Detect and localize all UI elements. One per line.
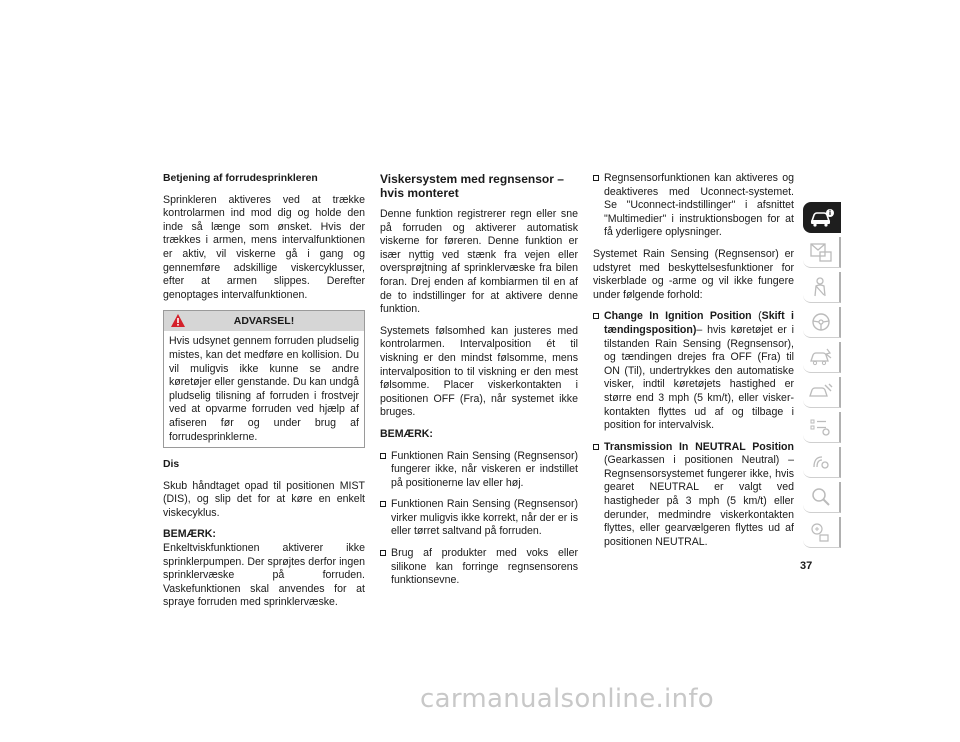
tab-steering[interactable] bbox=[803, 307, 841, 338]
list-item-text: – hvis køretøjet er i tilstanden Rain Sensing (Regnsensor), og tændingen drejes fra OFF (Fra) til ON (Til), undertrykkes den automatiske visker, indtil køretøjets hastighed er større end 3 mph (5 km/t), eller visker-kontakten flyttes ud af og tilbage i position for intervalvisk. bbox=[604, 323, 794, 432]
multimedia-icon bbox=[808, 451, 834, 473]
warning-triangle-icon bbox=[170, 313, 186, 328]
paragraph-rain-sensor-2: Systemets følsomhed kan justeres med kontrolarmen. Intervalposition ét til viskning er den mindst følsomme, mens intervalposition to til viskning er den mest følsomme. Placer viskerkontakten i positionen OFF (Fra), når systemet ikke bruges. bbox=[380, 324, 578, 419]
warning-text: Hvis udsynet gennem forruden pludselig mistes, kan det medføre en kollision. Du vil muligvis ikke kunne se andre køretøjer eller genstande. Du kan undgå pludselig tilisning af forruden i frostvejr ved at opvarme forruden ved hjælp af afiseren før og under brug af forrudesprinklerne. bbox=[169, 335, 359, 443]
column-right bbox=[593, 172, 794, 557]
warning-title: ADVARSEL! bbox=[233, 315, 295, 328]
paragraph-mist: Skub håndtaget opad til positionen MIST (DIS), og slip det for at køre en enkelt viskecyklus. bbox=[163, 479, 365, 519]
tab-search[interactable] bbox=[803, 482, 841, 513]
page-number: 37 bbox=[800, 560, 813, 572]
list-item bbox=[593, 310, 794, 432]
mail-list-icon bbox=[808, 241, 834, 263]
note-bullet-list bbox=[380, 450, 578, 588]
tab-multimedia[interactable] bbox=[803, 447, 841, 478]
steering-wheel-icon bbox=[808, 311, 834, 333]
note-text: Enkeltviskfunktionen aktiverer ikke sprinklerpumpen. Der sprøjtes derfor ingen sprinklervæske på forruden. Vaskefunktionen skal anvendes for at spraye forruden med sprinklervæske. bbox=[163, 542, 365, 609]
list-item: Brug af produkter med voks eller silikone kan forringe regnsensorens funktionsevne. bbox=[380, 547, 578, 588]
car-crash-icon bbox=[808, 346, 834, 368]
section-heading-mist: Dis bbox=[163, 459, 180, 471]
paragraph-sprinkler: Sprinkleren aktiveres ved at trække kontrolarmen ind mod dig og holde den inde så længe som ønsket. Hvis der trækkes i armen, mens intervalfunktionen er aktiv, vil viskerne gå i gang og gennemføre adskillige viskercyklusser, efter at armen slippes. Derefter genoptages intervalfunktionen. bbox=[163, 193, 365, 301]
column-middle bbox=[380, 172, 578, 596]
tab-specs[interactable] bbox=[803, 412, 841, 443]
list-item-text: (Gearkassen i positionen Neutral) – Regnsensorsystemet fungerer ikke, hvis gearet NEUTRAL er valgt ved hastigheder på 3 mph (5 km/t) eller derunder, medmindre viskerkontakten flyttes, eller gearvælgeren flyttes ud af positionen NEUTRAL. bbox=[604, 454, 794, 548]
magnifier-icon bbox=[808, 486, 834, 508]
list-item: Regnsensorfunktionen kan aktiveres og deaktiveres med Uconnect-systemet. Se "Uconnect-indstillinger" i afsnittet "Multimedier" i instruktionsbogen for at få yderligere oplysninger. bbox=[593, 172, 794, 240]
list-item: Funktionen Rain Sensing (Regnsensor) fungerer ikke, når viskeren er indstillet på positionerne lav eller høj. bbox=[380, 450, 578, 491]
tab-car-crash[interactable] bbox=[803, 342, 841, 373]
tab-seatbelt[interactable] bbox=[803, 272, 841, 303]
bold-term: Transmission In NEUTRAL Position bbox=[604, 440, 794, 453]
bold-term: Change In Ignition Position bbox=[604, 310, 752, 323]
tab-car-info[interactable] bbox=[803, 202, 841, 233]
language-index-icon bbox=[808, 521, 834, 543]
note-label: BEMÆRK: bbox=[380, 427, 433, 440]
section-heading-sprinkler: Betjening af forrudesprinkleren bbox=[163, 173, 318, 184]
paren-text: ( bbox=[751, 310, 762, 323]
paragraph-protection: Systemet Rain Sensing (Regnsensor) er udstyret med beskyttelsesfunktioner for viskerblade og -arme og vil ikke fungere under følgende forhold: bbox=[593, 247, 794, 301]
tab-mail-list[interactable] bbox=[803, 237, 841, 268]
watermark-text: carmanualsonline.info bbox=[420, 684, 715, 714]
car-info-icon bbox=[809, 208, 835, 228]
chapter-tabs bbox=[803, 202, 841, 552]
tab-car-service[interactable] bbox=[803, 377, 841, 408]
paragraph-rain-sensor-1: Denne funktion registrerer regn eller sne på forruden og aktiverer automatisk viskerne for føreren. Denne funktion er især nyttig ved stænk fra vejen eller oversprøjtning af sprinklervæske fra bilen foran. Drej enden af kombiarmen til en af de to indstillinger for at aktivere denne funktion. bbox=[380, 208, 578, 316]
bold-term: Skift i tændingsposition) bbox=[604, 310, 794, 336]
tab-language-index[interactable] bbox=[803, 517, 841, 548]
specs-list-icon bbox=[808, 416, 834, 438]
list-item bbox=[593, 441, 794, 550]
seatbelt-icon bbox=[808, 276, 834, 298]
bullet-list-uconnect bbox=[593, 172, 794, 240]
note-label: BEMÆRK: bbox=[163, 528, 216, 541]
warning-header bbox=[164, 311, 364, 331]
car-service-icon bbox=[808, 381, 834, 403]
warning-box bbox=[163, 310, 365, 448]
list-item: Funktionen Rain Sensing (Regnsensor) virker muligvis ikke korrekt, når der er is eller tørret saltvand på forruden. bbox=[380, 498, 578, 539]
section-heading-rain-sensor: Viskersystem med regnsensor – hvis monteret bbox=[380, 172, 564, 200]
column-left bbox=[163, 172, 365, 618]
bullet-list-conditions bbox=[593, 310, 794, 549]
